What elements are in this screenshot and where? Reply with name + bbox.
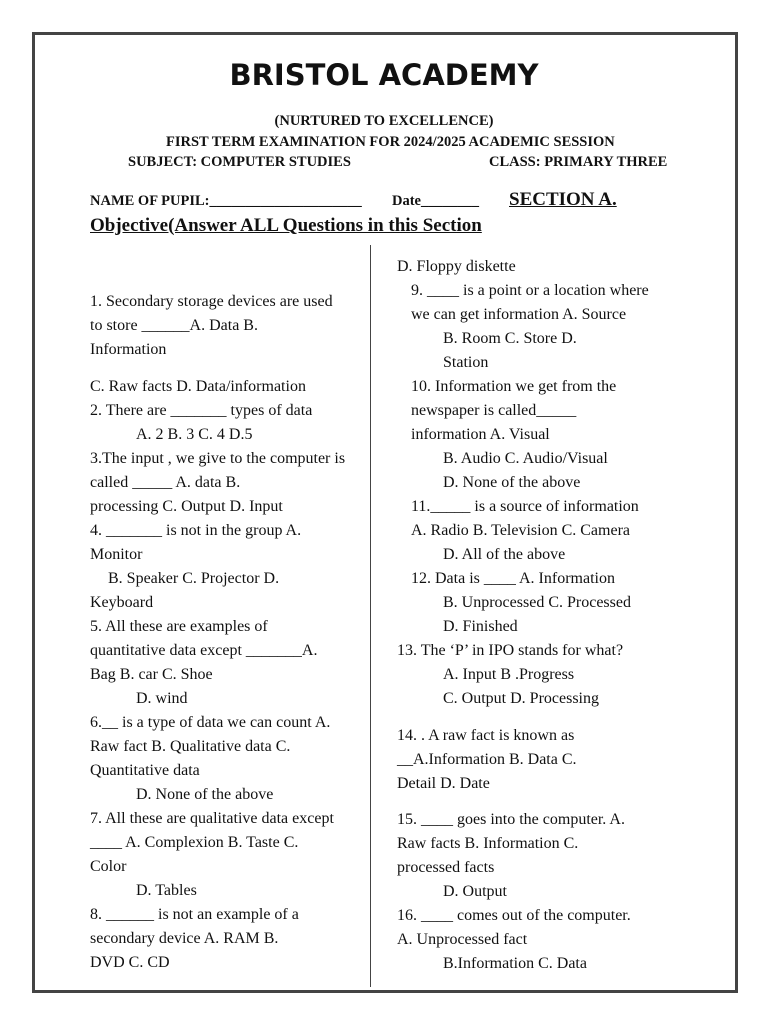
column-divider <box>370 245 371 987</box>
question-line: 8. ______ is not an example of a <box>90 906 299 923</box>
question-line: we can get information A. Source <box>411 306 627 323</box>
question-line: Monitor <box>90 546 143 563</box>
question-line: Bag B. car C. Shoe <box>90 666 213 683</box>
question-line: to store ______A. Data B. <box>90 317 258 334</box>
question-line: D. Tables <box>136 882 197 899</box>
question-line: Detail D. Date <box>397 775 490 792</box>
question-line: ____ A. Complexion B. Taste C. <box>90 834 299 851</box>
question-line: B. Unprocessed C. Processed <box>443 594 631 611</box>
question-line: newspaper is called_____ <box>411 402 577 419</box>
question-line: 15. ____ goes into the computer. A. <box>397 811 625 828</box>
question-line: information A. Visual <box>411 426 550 443</box>
question-line: Color <box>90 858 127 875</box>
question-line: 10. Information we get from the <box>411 378 617 395</box>
date-field: Date________ <box>392 193 479 209</box>
question-line: B.Information C. Data <box>443 955 587 972</box>
question-line: A. Input B .Progress <box>443 666 575 683</box>
question-line: 12. Data is ____ A. Information <box>411 570 615 587</box>
question-line: __A.Information B. Data C. <box>397 751 577 768</box>
section-heading: SECTION A. <box>509 189 617 210</box>
question-line: D. Output <box>443 883 507 900</box>
question-line: Raw facts B. Information C. <box>397 835 579 852</box>
question-line: DVD C. CD <box>90 954 170 971</box>
instructions-heading: Objective(Answer ALL Questions in this Section <box>90 215 482 236</box>
question-line: Quantitative data <box>90 762 200 779</box>
question-line: D. wind <box>136 690 188 707</box>
subject-label: SUBJECT: COMPUTER STUDIES <box>128 154 351 170</box>
question-line: 7. All these are qualitative data except <box>90 810 334 827</box>
question-line: quantitative data except _______A. <box>90 642 318 659</box>
question-line: 16. ____ comes out of the computer. <box>397 907 631 924</box>
question-line: 11._____ is a source of information <box>411 498 639 515</box>
class-label: CLASS: PRIMARY THREE <box>489 154 668 170</box>
question-line: 3.The input , we give to the computer is <box>90 450 346 467</box>
question-line: D. None of the above <box>443 474 581 491</box>
question-line: processed facts <box>397 859 495 876</box>
question-line: 5. All these are examples of <box>90 618 268 635</box>
question-line: C. Output D. Processing <box>443 690 599 707</box>
question-line: A. Unprocessed fact <box>397 931 528 948</box>
question-line: Keyboard <box>90 594 154 611</box>
question-line: 9. ____ is a point or a location where <box>411 282 649 299</box>
question-line: processing C. Output D. Input <box>90 498 283 515</box>
question-line: 4. _______ is not in the group A. <box>90 522 302 539</box>
question-line: secondary device A. RAM B. <box>90 930 279 947</box>
question-line: D. None of the above <box>136 786 274 803</box>
question-line: called _____ A. data B. <box>90 474 241 491</box>
question-line: D. Floppy diskette <box>397 258 516 275</box>
exam-title: FIRST TERM EXAMINATION FOR 2024/2025 ACADEMIC SESSION <box>166 134 615 150</box>
question-line: C. Raw facts D. Data/information <box>90 378 306 395</box>
school-motto: (NURTURED TO EXCELLENCE) <box>274 113 494 129</box>
question-line: Station <box>443 354 489 371</box>
school-name: BRISTOL ACADEMY <box>229 58 539 92</box>
question-line: A. Radio B. Television C. Camera <box>411 522 630 539</box>
question-line: 14. . A raw fact is known as <box>397 727 575 744</box>
question-line: D. All of the above <box>443 546 566 563</box>
question-line: 13. The ‘P’ in IPO stands for what? <box>397 642 624 659</box>
question-line: D. Finished <box>443 618 518 635</box>
question-line: Information <box>90 341 167 358</box>
question-line: A. 2 B. 3 C. 4 D.5 <box>136 426 253 443</box>
question-line: 6.__ is a type of data we can count A. <box>90 714 331 731</box>
question-line: 1. Secondary storage devices are used <box>90 293 333 310</box>
question-line: 2. There are _______ types of data <box>90 402 313 419</box>
question-line: B. Speaker C. Projector D. <box>108 570 280 587</box>
pupil-name-field: NAME OF PUPIL:_____________________ <box>90 193 362 209</box>
question-line: B. Room C. Store D. <box>443 330 577 347</box>
question-line: Raw fact B. Qualitative data C. <box>90 738 291 755</box>
question-line: B. Audio C. Audio/Visual <box>443 450 608 467</box>
